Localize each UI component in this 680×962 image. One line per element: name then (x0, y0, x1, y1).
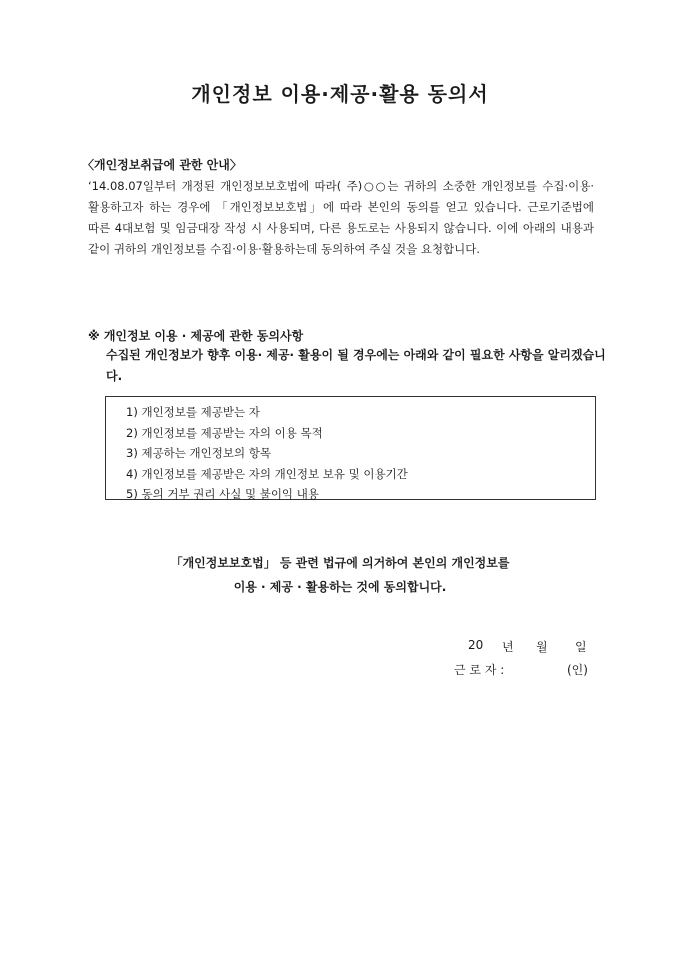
consent-heading: ※ 개인정보 이용 · 제공에 관한 동의사항 (88, 329, 304, 343)
date-month-label: 월 (536, 640, 548, 654)
date-day-label: 일 (575, 640, 587, 654)
consent-item: 4) 개인정보를 제공받은 자의 개인정보 보유 및 이용기간 (126, 466, 408, 481)
date-line (468, 638, 587, 655)
consent-item: 1) 개인정보를 제공받는 자 (126, 405, 260, 419)
consent-item: 2) 개인정보를 제공받는 자의 이용 목적 (126, 425, 323, 440)
notice-heading: 〈개인정보취급에 관한 안내〉 (82, 158, 242, 172)
consent-items-list (126, 402, 595, 505)
date-year-prefix: 20 (468, 638, 484, 652)
agreement-line-2: 이용 · 제공 · 활용하는 것에 동의합니다. (233, 580, 447, 594)
consent-description: 수집된 개인정보가 향후 이용· 제공· 활용이 될 경우에는 아래와 같이 필요한 사항을 알리겠습니다. (106, 348, 606, 383)
consent-item: 3) 제공하는 개인정보의 항목 (126, 446, 271, 460)
signature-seal: (인) (567, 663, 588, 677)
consent-items-box (105, 396, 596, 500)
agreement-line-1: 「개인정보보호법」 등 관련 법규에 의거하여 본인의 개인정보를 (170, 556, 510, 570)
consent-item: 5) 동의 거부 권리 사실 및 불이익 내용 (126, 487, 319, 501)
notice-body: ‘14.08.07일부터 개정된 개인정보보호법에 따라( 주)○○는 귀하의 소중한 개인정보를 수집·이용·활용하고자 하는 경우에 「개인정보보호법」에 따라 본인의 동의를 얻고 있습니다. 근로기준법에 따른 4대보험 및 임금대장 작성 시 사용되며, 다른 용도로는 사용되지 않습니다. 이에 아래의 내용과 같이 귀하의 개인정보를 수집·이용·활용하는데 동의하여 주실 것을 요청합니다. (88, 179, 594, 256)
document-title: 개인정보 이용·제공·활용 동의서 (191, 82, 489, 106)
date-year-label: 년 (502, 640, 514, 654)
agreement-statement (0, 551, 680, 599)
signature-label: 근 로 자 : (454, 663, 505, 677)
signature-line (454, 661, 588, 678)
